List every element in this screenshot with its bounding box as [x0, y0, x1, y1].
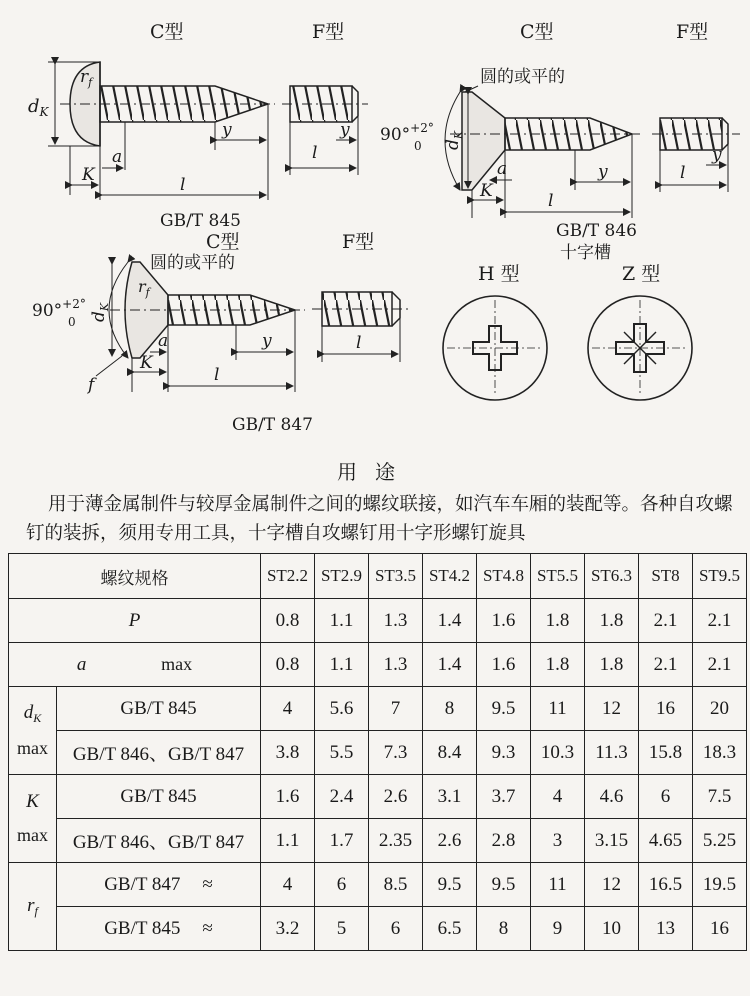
- table-cell: 2.1: [639, 599, 693, 643]
- table-cell: 9: [531, 907, 585, 951]
- fig845-dk-label: $d_K$: [28, 96, 49, 119]
- rf-group-label: [9, 863, 57, 951]
- usage-text: 用于薄金属制件与较厚金属制件之间的螺纹联接，如汽车车厢的装配等。各种自攻螺钉的装拆，须用专用工具，十字槽自攻螺钉用十字形螺钉旋具: [26, 494, 733, 544]
- row-k-846-847: [9, 819, 747, 863]
- standard-label: GB/T 846、GB/T 847: [57, 731, 261, 775]
- figure-gb845: [28, 21, 368, 231]
- table-cell: 11.3: [585, 731, 639, 775]
- fig845-f-l-label: l: [312, 143, 318, 163]
- table-cell: 11: [531, 687, 585, 731]
- fig845-f-label: F型: [312, 21, 345, 43]
- table-cell: 1.8: [585, 643, 639, 687]
- table-cell: 3.7: [477, 775, 531, 819]
- figure-gb846: [380, 21, 740, 263]
- dk-qualifier: max: [17, 738, 48, 758]
- fig845-c-label: C型: [150, 21, 184, 43]
- size-cell: ST2.2: [261, 554, 315, 599]
- fig847-angle: 90°$^{+2^\circ}$: [32, 297, 86, 321]
- table-cell: 8.4: [423, 731, 477, 775]
- fig846-f-y-label: y: [712, 145, 722, 165]
- table-cell: 3.1: [423, 775, 477, 819]
- table-cell: 4.65: [639, 819, 693, 863]
- table-cell: 9.3: [477, 731, 531, 775]
- table-cell: 20: [693, 687, 747, 731]
- table-cell: 6: [639, 775, 693, 819]
- table-cell: 8: [477, 907, 531, 951]
- table-cell: 3.15: [585, 819, 639, 863]
- table-cell: 3: [531, 819, 585, 863]
- standard-label: GB/T 845: [57, 687, 261, 731]
- table-cell: 4: [261, 863, 315, 907]
- fig847-k-label: K: [140, 353, 153, 373]
- table-cell: 16: [693, 907, 747, 951]
- row-p: [9, 599, 747, 643]
- table-cell: 3.2: [261, 907, 315, 951]
- row-a-label: [9, 643, 261, 687]
- size-cell: ST6.3: [585, 554, 639, 599]
- table-cell: 12: [585, 687, 639, 731]
- row-a: [9, 643, 747, 687]
- spec-table: [8, 553, 747, 951]
- table-cell: 1.6: [261, 775, 315, 819]
- table-cell: 11: [531, 863, 585, 907]
- header-label: 螺纹规格: [9, 554, 261, 599]
- row-p-label: P: [9, 599, 261, 643]
- figure-gb847: [32, 231, 410, 435]
- table-cell: 2.8: [477, 819, 531, 863]
- table-cell: 7.5: [693, 775, 747, 819]
- size-cell: ST5.5: [531, 554, 585, 599]
- fig846-f-label: F型: [676, 21, 709, 43]
- table-cell: 6.5: [423, 907, 477, 951]
- table-cell: 10: [585, 907, 639, 951]
- table-cell: 2.1: [639, 643, 693, 687]
- table-cell: 2.6: [423, 819, 477, 863]
- table-cell: 1.7: [315, 819, 369, 863]
- table-cell: 18.3: [693, 731, 747, 775]
- table-cell: 16.5: [639, 863, 693, 907]
- recess-z: [588, 263, 692, 400]
- fig847-rf-label: $r_f$: [138, 277, 150, 299]
- size-cell: ST4.2: [423, 554, 477, 599]
- standard-label: GB/T 845 ≈: [57, 907, 261, 951]
- table-cell: 1.4: [423, 643, 477, 687]
- row-dk-846-847: [9, 731, 747, 775]
- fig846-y-label: y: [598, 162, 608, 182]
- table-cell: 0.8: [261, 643, 315, 687]
- table-cell: 7: [369, 687, 423, 731]
- recess-h-label: H 型: [478, 263, 520, 285]
- table-cell: 1.4: [423, 599, 477, 643]
- fig847-caption: GB/T 847: [232, 415, 313, 435]
- dk-symbol: $d_K$: [23, 702, 42, 725]
- fig847-note: 圆的或平的: [150, 253, 235, 273]
- table-cell: 9.5: [477, 863, 531, 907]
- table-cell: 5.25: [693, 819, 747, 863]
- k-symbol: K: [26, 791, 39, 812]
- k-group-label: [9, 775, 57, 863]
- size-cell: ST3.5: [369, 554, 423, 599]
- row-a-symbol: a: [76, 653, 87, 675]
- table-cell: 1.1: [315, 599, 369, 643]
- table-cell: 6: [369, 907, 423, 951]
- fig846-k-label: K: [480, 181, 493, 201]
- fig845-caption: GB/T 845: [160, 211, 241, 231]
- table-cell: 5: [315, 907, 369, 951]
- fig846-note: 圆的或平的: [480, 67, 565, 87]
- fig847-f-l-label: l: [356, 333, 362, 353]
- table-cell: 12: [585, 863, 639, 907]
- fig846-angle: 90°$^{+2^\circ}$: [380, 121, 434, 145]
- row-a-qualifier: max: [161, 653, 193, 674]
- fig846-caption: GB/T 846: [556, 221, 637, 241]
- table-cell: 9.5: [423, 863, 477, 907]
- fig847-angle-tol-bot: 0: [68, 315, 76, 329]
- size-cell: ST9.5: [693, 554, 747, 599]
- table-cell: 4.6: [585, 775, 639, 819]
- row-rf-847: [9, 863, 747, 907]
- table-cell: 2.35: [369, 819, 423, 863]
- fig846-f-l-label: l: [680, 163, 686, 183]
- fig845-l-label: l: [180, 175, 186, 195]
- rf-symbol: $r_f$: [27, 894, 38, 918]
- recess-h: [443, 263, 547, 400]
- table-cell: 10.3: [531, 731, 585, 775]
- fig845-f-y-label: y: [340, 120, 350, 140]
- table-cell: 1.8: [531, 599, 585, 643]
- fig847-c-label: C型: [206, 231, 240, 253]
- table-cell: 4: [261, 687, 315, 731]
- table-cell: 1.3: [369, 643, 423, 687]
- usage-title: 用途: [337, 460, 413, 484]
- fig847-dk-label: $d_K$: [89, 302, 111, 322]
- fig847-a-label: a: [158, 331, 169, 351]
- dk-group-label: [9, 687, 57, 775]
- drawings: [0, 0, 750, 452]
- table-cell: 7.3: [369, 731, 423, 775]
- table-cell: 5.5: [315, 731, 369, 775]
- table-cell: 1.8: [585, 599, 639, 643]
- table-cell: 1.6: [477, 599, 531, 643]
- k-qualifier: max: [17, 825, 48, 845]
- table-cell: 1.1: [315, 643, 369, 687]
- standard-label: GB/T 846、GB/T 847: [57, 819, 261, 863]
- table-cell: 1.3: [369, 599, 423, 643]
- table-cell: 9.5: [477, 687, 531, 731]
- size-cell: ST8: [639, 554, 693, 599]
- fig845-a-label: a: [112, 147, 123, 167]
- fig846-a-label: a: [497, 159, 508, 179]
- table-cell: 1.6: [477, 643, 531, 687]
- fig847-f-label: F型: [342, 231, 375, 253]
- size-cell: ST4.8: [477, 554, 531, 599]
- table-cell: 2.1: [693, 599, 747, 643]
- fig846-caption2: 十字槽: [560, 243, 611, 263]
- table-cell: 0.8: [261, 599, 315, 643]
- table-cell: 2.1: [693, 643, 747, 687]
- standard-label: GB/T 845: [57, 775, 261, 819]
- table-cell: 1.8: [531, 643, 585, 687]
- size-cell: ST2.9: [315, 554, 369, 599]
- recess-z-label: Z 型: [622, 263, 661, 285]
- row-k-845: [9, 775, 747, 819]
- fig845-rf-label: $r_f$: [80, 67, 93, 89]
- table-cell: 13: [639, 907, 693, 951]
- table-cell: 6: [315, 863, 369, 907]
- fig845-k-label: K: [82, 165, 95, 185]
- table-cell: 8: [423, 687, 477, 731]
- fig847-y-label: y: [262, 331, 272, 351]
- fig846-angle-tol-bot: 0: [414, 139, 422, 153]
- row-dk-845: [9, 687, 747, 731]
- table-cell: 3.8: [261, 731, 315, 775]
- fig846-dk-label: $d_K$: [443, 130, 465, 150]
- table-cell: 15.8: [639, 731, 693, 775]
- fig846-c-label: C型: [520, 21, 554, 43]
- table-cell: 16: [639, 687, 693, 731]
- table-cell: 8.5: [369, 863, 423, 907]
- fig847-f-label-dim: f: [88, 375, 95, 395]
- fig846-l-label: l: [548, 191, 554, 211]
- table-cell: 5.6: [315, 687, 369, 731]
- table-cell: 19.5: [693, 863, 747, 907]
- standard-label: GB/T 847 ≈: [57, 863, 261, 907]
- table-cell: 2.4: [315, 775, 369, 819]
- row-rf-845: [9, 907, 747, 951]
- table-cell: 4: [531, 775, 585, 819]
- fig847-l-label: l: [214, 365, 220, 385]
- table-cell: 1.1: [261, 819, 315, 863]
- header-row: [9, 554, 747, 599]
- fig845-y-label: y: [222, 120, 232, 140]
- table-cell: 2.6: [369, 775, 423, 819]
